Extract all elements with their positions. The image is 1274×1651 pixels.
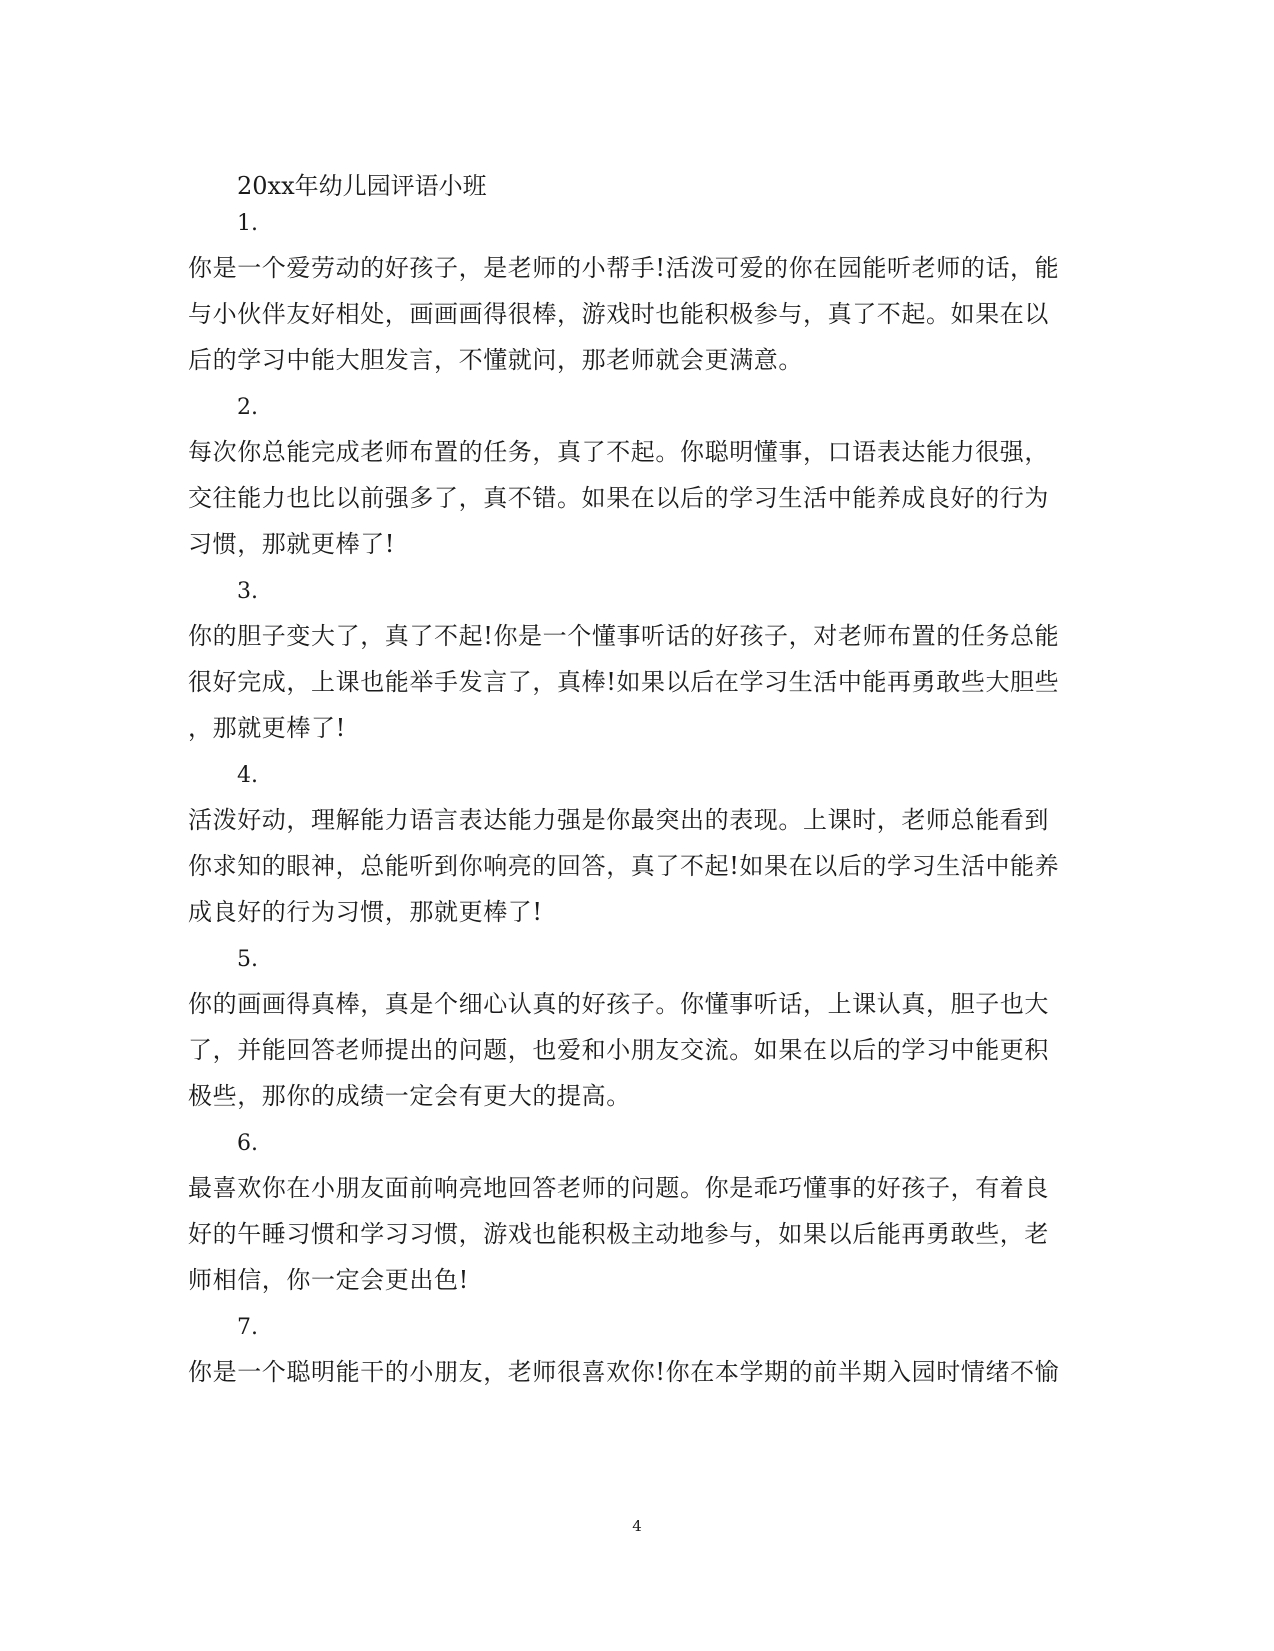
paragraph-line: 你是一个爱劳动的好孩子，是老师的小帮手!活泼可爱的你在园能听老师的话，能 [188,254,1060,282]
paragraph-line: 后的学习中能大胆发言，不懂就问，那老师就会更满意。 [188,346,803,374]
item-number: 4. [237,763,258,788]
paragraph-line: 很好完成，上课也能举手发言了，真棒!如果以后在学习生活中能再勇敢些大胆些 [188,668,1060,696]
item-number: 3. [237,579,258,604]
paragraph-line: 极些，那你的成绩一定会有更大的提高。 [188,1082,631,1110]
paragraph-line: 师相信，你一定会更出色! [188,1266,469,1294]
item-number: 6. [237,1131,258,1156]
item-number: 7. [237,1315,258,1340]
paragraph-line: 活泼好动，理解能力语言表达能力强是你最突出的表现。上课时，老师总能看到 [188,806,1049,834]
paragraph-line: 成良好的行为习惯，那就更棒了! [188,898,543,926]
paragraph-line: ，那就更棒了! [188,714,346,742]
paragraph-line: 交往能力也比以前强多了，真不错。如果在以后的学习生活中能养成良好的行为 [188,484,1049,512]
item-number: 2. [237,395,258,420]
paragraph-line: 你的画画得真棒，真是个细心认真的好孩子。你懂事听话，上课认真，胆子也大 [188,990,1049,1018]
document-title: 20xx年幼儿园评语小班 [237,172,487,200]
paragraph-line: 你求知的眼神，总能听到你响亮的回答，真了不起!如果在以后的学习生活中能养 [188,852,1060,880]
item-number: 5. [237,947,258,972]
paragraph-line: 每次你总能完成老师布置的任务，真了不起。你聪明懂事，口语表达能力很强， [188,438,1049,466]
paragraph-line: 最喜欢你在小朋友面前响亮地回答老师的问题。你是乖巧懂事的好孩子，有着良 [188,1174,1049,1202]
paragraph-line: 好的午睡习惯和学习习惯，游戏也能积极主动地参与，如果以后能再勇敢些，老 [188,1220,1049,1248]
paragraph-line: 与小伙伴友好相处，画画画得很棒，游戏时也能积极参与，真了不起。如果在以 [188,300,1049,328]
paragraph-line: 习惯，那就更棒了! [188,530,396,558]
item-number: 1. [237,211,258,236]
page-number: 4 [632,1517,642,1535]
paragraph-line: 你的胆子变大了，真了不起!你是一个懂事听话的好孩子，对老师布置的任务总能 [188,622,1060,650]
paragraph-line: 了，并能回答老师提出的问题，也爱和小朋友交流。如果在以后的学习中能更积 [188,1036,1049,1064]
paragraph-line: 你是一个聪明能干的小朋友，老师很喜欢你!你在本学期的前半期入园时情绪不愉 [188,1358,1060,1386]
